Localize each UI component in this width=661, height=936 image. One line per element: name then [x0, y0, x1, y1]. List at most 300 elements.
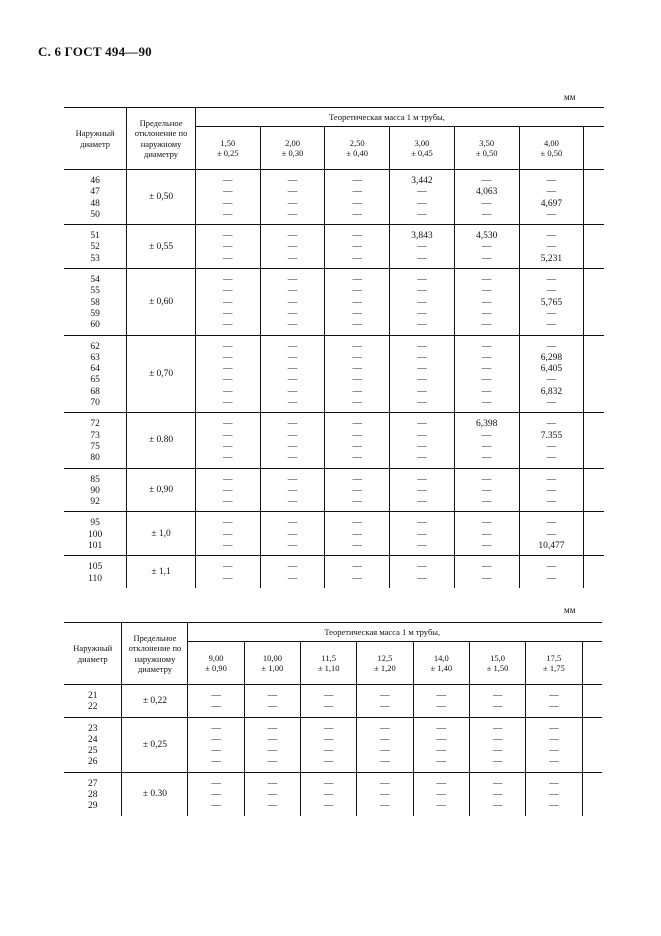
- mass-cell: [413, 717, 469, 772]
- mass-cell: [195, 335, 260, 413]
- mass-value: —: [352, 187, 362, 198]
- mass-value: —: [492, 757, 503, 768]
- mass-cell: [260, 556, 325, 588]
- outer-diameter-value: 48: [90, 198, 100, 209]
- outer-diameter-value: 47: [90, 187, 100, 198]
- thickness-tolerance: ± 1,00: [261, 663, 284, 673]
- table-row-group: [64, 512, 604, 556]
- outer-diameter-value: 23: [87, 723, 98, 734]
- outer-diameter-value: 68: [90, 386, 100, 397]
- outer-diameter-value: 28: [87, 790, 98, 801]
- mass-value: —: [481, 242, 492, 253]
- table-row-group: [64, 556, 604, 588]
- mass-value: —: [492, 746, 503, 757]
- mass-value: —: [352, 320, 362, 331]
- mass-cell: [519, 269, 584, 335]
- mass-cell: [390, 269, 455, 335]
- mass-value: —: [481, 453, 492, 464]
- col-header-thickness: [390, 127, 455, 170]
- outer-diameter-cell: [64, 269, 127, 335]
- mass-value: —: [352, 441, 362, 452]
- mass-value: —: [549, 778, 559, 789]
- mass-value: —: [380, 691, 390, 701]
- mass-cell: [301, 772, 357, 815]
- mass-value: —: [492, 778, 503, 789]
- mass-table-2: [64, 622, 602, 816]
- mass-value: —: [481, 297, 492, 308]
- col-header-outer-diameter: Наружный диаметр: [64, 108, 127, 170]
- mass-value: —: [481, 485, 492, 496]
- mass-cell: [195, 225, 260, 269]
- tolerance-cell: ± 0.30: [122, 772, 188, 815]
- tolerance-cell: ± 0,50: [127, 170, 196, 225]
- mass-cell: [244, 772, 300, 815]
- mass-value: —: [417, 497, 427, 508]
- mass-cell: [454, 225, 519, 269]
- mass-value: —: [267, 757, 278, 768]
- mass-value: —: [223, 430, 233, 441]
- mass-cell: [301, 685, 357, 718]
- extra-cell: [584, 556, 604, 588]
- mass-value: —: [546, 562, 557, 573]
- mass-cell: [413, 772, 469, 815]
- mass-value: 3,442: [411, 176, 433, 186]
- thickness-value: 17,5: [546, 653, 562, 663]
- mass-cell: [390, 170, 455, 225]
- thickness-tolerance: ± 0,50: [475, 148, 498, 158]
- mass-cell: [260, 225, 325, 269]
- mass-value: —: [436, 746, 447, 757]
- mass-value: —: [436, 734, 447, 745]
- mass-value: —: [223, 242, 233, 253]
- mass-value: —: [481, 474, 492, 485]
- mass-cell: [325, 335, 390, 413]
- mass-value: —: [417, 474, 427, 485]
- thickness-value: 11,5: [321, 653, 336, 663]
- mass-cell: [260, 512, 325, 556]
- mass-value: —: [549, 757, 559, 768]
- mass-value: 5,765: [540, 297, 563, 308]
- mass-value: —: [352, 297, 362, 308]
- outer-diameter-value: 110: [88, 573, 103, 584]
- mass-value: —: [481, 529, 492, 540]
- mass-value: —: [211, 790, 221, 801]
- mass-value: —: [287, 541, 298, 552]
- mass-value: —: [323, 691, 334, 701]
- mass-value: —: [417, 485, 427, 496]
- table-row-group: [64, 170, 604, 225]
- mass-value: —: [323, 801, 334, 812]
- mass-value: —: [352, 198, 362, 209]
- outer-diameter-value: 72: [90, 419, 100, 430]
- mass-value: —: [223, 541, 233, 552]
- extra-cell: [584, 170, 604, 225]
- mass-value: —: [223, 320, 233, 331]
- mass-value: —: [546, 308, 557, 319]
- mass-value: —: [481, 541, 492, 552]
- mass-value: —: [436, 691, 447, 701]
- mass-value: —: [267, 778, 278, 789]
- mass-cell: [260, 468, 325, 512]
- mass-value: —: [223, 375, 233, 386]
- mass-cell: [519, 170, 584, 225]
- tolerance-cell: ± 0,70: [127, 335, 196, 413]
- mass-value: —: [549, 723, 559, 734]
- mass-value: —: [352, 341, 362, 352]
- mass-cell: [469, 717, 525, 772]
- outer-diameter-value: 60: [90, 320, 100, 331]
- mass-value: —: [287, 286, 298, 297]
- mass-value: —: [380, 734, 390, 745]
- mass-value: —: [323, 746, 334, 757]
- mass-cell: [526, 717, 582, 772]
- mass-value: —: [481, 398, 492, 409]
- mass-value: —: [352, 430, 362, 441]
- col-header-thickness: [519, 127, 584, 170]
- mass-value: —: [549, 790, 559, 801]
- thickness-tolerance: ± 0,25: [216, 148, 239, 158]
- mass-value: —: [287, 375, 298, 386]
- outer-diameter-cell: [64, 413, 127, 468]
- table-row-group: [64, 685, 602, 718]
- page-header: С. 6 ГОСТ 494—90: [38, 44, 152, 59]
- mass-value: —: [380, 746, 390, 757]
- mass-value: —: [287, 441, 298, 452]
- tolerance-cell: ± 1,1: [127, 556, 196, 588]
- mass-value: —: [287, 562, 298, 573]
- mass-cell: [526, 685, 582, 718]
- mass-cell: [195, 413, 260, 468]
- outer-diameter-value: 105: [87, 562, 103, 573]
- mass-value: —: [223, 341, 233, 352]
- mass-value: —: [380, 702, 390, 713]
- tolerance-cell: ± 0,60: [127, 269, 196, 335]
- thickness-value: 12,5: [377, 653, 393, 663]
- mass-value: —: [546, 231, 557, 242]
- col-header-tolerance: Предельное отклонение по наружному диаметру: [122, 623, 188, 685]
- table-row-group: [64, 413, 604, 468]
- mass-value: —: [546, 573, 557, 584]
- outer-diameter-value: 25: [87, 746, 98, 757]
- mass-value: —: [481, 518, 492, 529]
- thickness-tolerance: ± 1,20: [374, 663, 396, 673]
- mass-value: —: [546, 419, 557, 430]
- thickness-tolerance: ± 1,75: [543, 663, 565, 673]
- mass-cell: [325, 170, 390, 225]
- mass-value: —: [417, 275, 427, 286]
- mass-value: —: [287, 497, 298, 508]
- mass-value: —: [549, 702, 559, 713]
- outer-diameter-value: 62: [90, 341, 100, 352]
- tolerance-cell: ± 0,55: [127, 225, 196, 269]
- mass-value: —: [223, 453, 233, 464]
- mass-value: —: [546, 187, 557, 198]
- mass-value: —: [323, 790, 334, 801]
- mass-value: —: [211, 723, 221, 734]
- outer-diameter-cell: [64, 170, 127, 225]
- mass-value: —: [352, 286, 362, 297]
- mass-value: —: [481, 275, 492, 286]
- mass-value: —: [223, 419, 233, 430]
- mass-value: —: [352, 176, 362, 186]
- thickness-value: 1,50: [220, 138, 236, 148]
- mass-value: 6,398: [475, 419, 498, 430]
- mass-value: —: [417, 419, 427, 430]
- outer-diameter-value: 64: [90, 364, 100, 375]
- mass-value: —: [549, 801, 559, 812]
- mass-value: —: [481, 352, 492, 363]
- outer-diameter-value: 65: [90, 375, 100, 386]
- tolerance-cell: ± 0,22: [122, 685, 188, 718]
- thickness-tolerance: ± 0,45: [411, 148, 433, 158]
- outer-diameter-value: 101: [87, 541, 103, 552]
- mass-value: —: [481, 209, 492, 220]
- mass-value: —: [546, 286, 557, 297]
- mass-value: —: [352, 398, 362, 409]
- mass-cell: [325, 413, 390, 468]
- mass-cell: [195, 269, 260, 335]
- outer-diameter-value: 90: [90, 485, 100, 496]
- extra-cell: [584, 269, 604, 335]
- thickness-value: 14,0: [433, 653, 449, 663]
- mass-value: —: [481, 253, 492, 264]
- mass-value: —: [417, 253, 427, 264]
- outer-diameter-cell: [64, 556, 127, 588]
- mass-value: —: [267, 723, 278, 734]
- tolerance-cell: ± 0.80: [127, 413, 196, 468]
- col-header-extra: [582, 642, 602, 685]
- mass-cell: [390, 556, 455, 588]
- outer-diameter-cell: [64, 468, 127, 512]
- outer-diameter-value: 55: [90, 286, 100, 297]
- mass-value: —: [417, 364, 427, 375]
- mass-cell: [519, 468, 584, 512]
- table-row-group: [64, 225, 604, 269]
- mass-value: —: [223, 386, 233, 397]
- mass-cell: [454, 413, 519, 468]
- tolerance-cell: ± 1,0: [127, 512, 196, 556]
- mass-value: —: [352, 573, 362, 584]
- extra-cell: [582, 717, 602, 772]
- col-header-thickness: [469, 642, 525, 685]
- mass-table-1: [64, 107, 604, 588]
- mass-value: —: [287, 308, 298, 319]
- mass-cell: [325, 512, 390, 556]
- thickness-tolerance: ± 1,50: [486, 663, 509, 673]
- table-row-group: [64, 468, 604, 512]
- mass-value: —: [223, 209, 233, 220]
- col-header-thickness: [413, 642, 469, 685]
- mass-value: —: [481, 320, 492, 331]
- mass-value: —: [481, 364, 492, 375]
- col-header-thickness: [244, 642, 300, 685]
- mass-value: —: [481, 430, 492, 441]
- mass-value: —: [352, 231, 362, 242]
- mass-value: —: [417, 242, 427, 253]
- mass-value: —: [287, 198, 298, 209]
- mass-value: —: [481, 573, 492, 584]
- thickness-tolerance: ± 0,90: [205, 663, 227, 673]
- mass-value: —: [323, 734, 334, 745]
- mass-value: —: [267, 734, 278, 745]
- mass-value: —: [223, 308, 233, 319]
- mass-value: —: [546, 518, 557, 529]
- extra-cell: [584, 512, 604, 556]
- mass-cell: [325, 468, 390, 512]
- mass-value: —: [287, 297, 298, 308]
- mass-value: —: [223, 253, 233, 264]
- mass-value: —: [211, 757, 221, 768]
- mass-value: —: [352, 386, 362, 397]
- mass-value: —: [417, 386, 427, 397]
- extra-cell: [582, 772, 602, 815]
- mass-value: —: [223, 497, 233, 508]
- mass-value: —: [546, 176, 557, 186]
- mass-value: —: [323, 723, 334, 734]
- mass-value: —: [417, 453, 427, 464]
- mass-cell: [325, 225, 390, 269]
- mass-cell: [390, 512, 455, 556]
- mass-value: —: [352, 541, 362, 552]
- mass-value: —: [352, 242, 362, 253]
- table-row-group: [64, 772, 602, 815]
- col-header-thickness: [526, 642, 582, 685]
- mass-value: —: [287, 529, 298, 540]
- mass-value: —: [481, 286, 492, 297]
- col-header-thickness: [195, 127, 260, 170]
- mass-value: —: [223, 398, 233, 409]
- mass-value: —: [417, 541, 427, 552]
- mass-value: —: [352, 209, 362, 220]
- mass-value: —: [481, 562, 492, 573]
- extra-cell: [584, 335, 604, 413]
- mass-value: —: [549, 734, 559, 745]
- mass-value: —: [211, 801, 221, 812]
- outer-diameter-value: 22: [87, 702, 98, 713]
- mass-value: —: [546, 398, 557, 409]
- mass-value: —: [546, 320, 557, 331]
- mass-value: —: [352, 529, 362, 540]
- mass-value: —: [481, 308, 492, 319]
- mass-cell: [519, 225, 584, 269]
- mass-value: —: [352, 253, 362, 264]
- mass-value: —: [352, 275, 362, 286]
- mass-value: —: [481, 341, 492, 352]
- mass-value: —: [481, 375, 492, 386]
- mass-value: —: [481, 198, 492, 209]
- outer-diameter-value: 27: [87, 778, 98, 789]
- mass-cell: [519, 556, 584, 588]
- mass-value: —: [549, 746, 559, 757]
- mass-value: —: [267, 790, 278, 801]
- mass-value: 6,298: [540, 352, 563, 363]
- mass-value: —: [417, 209, 427, 220]
- mass-value: —: [223, 286, 233, 297]
- table2-unit: мм: [564, 605, 576, 615]
- mass-value: —: [287, 209, 298, 220]
- mass-value: —: [436, 801, 447, 812]
- mass-value: —: [417, 398, 427, 409]
- mass-value: —: [380, 790, 390, 801]
- mass-value: —: [417, 430, 427, 441]
- mass-cell: [244, 717, 300, 772]
- mass-value: —: [223, 275, 233, 286]
- mass-value: —: [546, 341, 557, 352]
- mass-value: —: [223, 364, 233, 375]
- mass-value: —: [223, 176, 233, 186]
- mass-value: —: [481, 386, 492, 397]
- outer-diameter-value: 24: [87, 734, 98, 745]
- mass-value: —: [287, 364, 298, 375]
- thickness-value: 3,00: [414, 138, 430, 148]
- mass-value: —: [223, 573, 233, 584]
- mass-cell: [454, 512, 519, 556]
- mass-value: —: [492, 723, 503, 734]
- mass-value: —: [352, 308, 362, 319]
- mass-value: —: [223, 198, 233, 209]
- mass-value: —: [481, 176, 492, 186]
- mass-value: —: [287, 573, 298, 584]
- mass-value: 4,063: [475, 187, 498, 198]
- thickness-tolerance: ± 0,30: [281, 148, 304, 158]
- mass-value: —: [481, 441, 492, 452]
- mass-cell: [301, 717, 357, 772]
- outer-diameter-value: 52: [90, 242, 100, 253]
- mass-value: —: [287, 231, 298, 242]
- table-row-group: [64, 335, 604, 413]
- mass-cell: [188, 772, 244, 815]
- table-row-group: [64, 717, 602, 772]
- mass-cell: [390, 413, 455, 468]
- mass-value: —: [211, 734, 221, 745]
- mass-value: —: [323, 778, 334, 789]
- col-header-thickness: [357, 642, 413, 685]
- mass-value: —: [352, 485, 362, 496]
- mass-value: —: [417, 562, 427, 573]
- mass-cell: [244, 685, 300, 718]
- mass-cell: [454, 556, 519, 588]
- thickness-value: 10,00: [262, 653, 282, 663]
- mass-value: —: [352, 453, 362, 464]
- col-header-thickness: [325, 127, 390, 170]
- mass-value: 3,843: [411, 231, 433, 242]
- extra-cell: [584, 468, 604, 512]
- mass-cell: [325, 556, 390, 588]
- outer-diameter-value: 26: [87, 757, 98, 768]
- mass-value: —: [352, 562, 362, 573]
- mass-cell: [390, 335, 455, 413]
- mass-cell: [454, 335, 519, 413]
- mass-value: —: [436, 702, 447, 713]
- mass-value: —: [211, 746, 221, 757]
- mass-value: —: [211, 702, 221, 713]
- outer-diameter-value: 85: [90, 474, 100, 485]
- outer-diameter-value: 46: [90, 176, 100, 186]
- mass-value: —: [417, 529, 427, 540]
- mass-value: 6,405: [540, 364, 563, 375]
- mass-value: —: [546, 529, 557, 540]
- mass-value: —: [417, 441, 427, 452]
- mass-cell: [526, 772, 582, 815]
- mass-value: —: [546, 242, 557, 253]
- tolerance-cell: ± 0,90: [127, 468, 196, 512]
- outer-diameter-cell: [64, 685, 122, 718]
- thickness-value: 4,00: [543, 138, 559, 148]
- outer-diameter-value: 59: [90, 308, 100, 319]
- mass-value: —: [223, 529, 233, 540]
- mass-value: —: [267, 801, 278, 812]
- outer-diameter-value: 75: [90, 441, 100, 452]
